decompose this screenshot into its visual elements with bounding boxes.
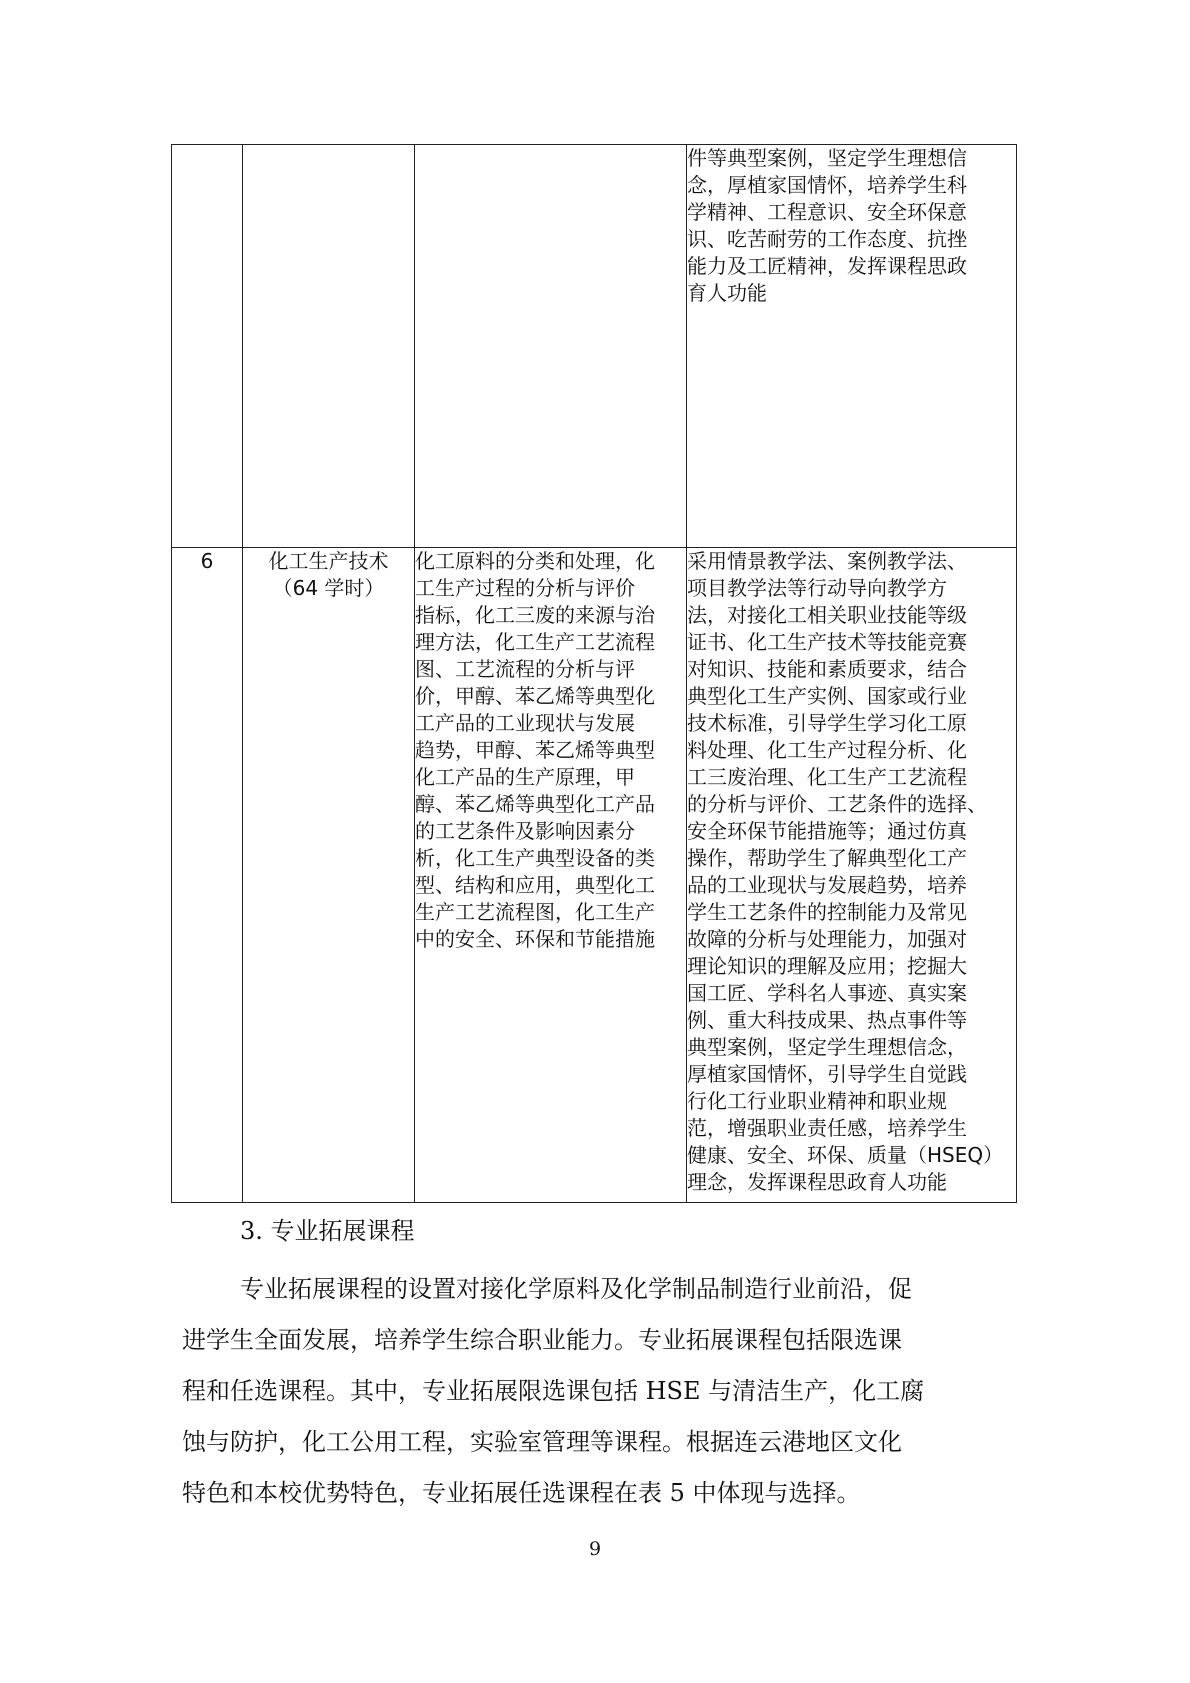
requirement-line: 的分析与评价、工艺条件的选择、 [687, 792, 987, 816]
requirement-line: 行化工行业职业精神和职业规 [687, 1089, 947, 1113]
paragraph-line: 蚀与防护，化工公用工程，实验室管理等课程。根据连云港地区文化 [182, 1428, 902, 1456]
content-line: 工生产过程的分析与评价 [415, 576, 635, 600]
content-line: 化工产品的生产原理，甲 [415, 765, 635, 789]
table-row-6 [172, 548, 1017, 1203]
requirement-line: 理念，发挥课程思政育人功能 [687, 1170, 947, 1194]
content-line: 理方法，化工生产工艺流程 [415, 630, 655, 654]
course-table [171, 144, 1017, 1203]
paragraph-line: 特色和本校优势特色，专业拓展任选课程在表 5 中体现与选择。 [182, 1479, 861, 1507]
row-index-cell [172, 145, 243, 548]
requirement-line: 采用情景教学法、案例教学法、 [687, 549, 967, 573]
course-content-cell [415, 548, 687, 1203]
paragraph-line: 专业拓展课程的设置对接化学原料及化学制品制造行业前沿，促 [240, 1275, 912, 1303]
requirement-line: 安全环保节能措施等；通过仿真 [687, 819, 967, 843]
requirement-line: 学生工艺条件的控制能力及常见 [687, 900, 967, 924]
requirement-line: 理论知识的理解及应用；挖掘大 [687, 954, 967, 978]
requirement-line: 例、重大科技成果、热点事件等 [687, 1008, 967, 1032]
content-line: 析，化工生产典型设备的类 [415, 846, 655, 870]
content-line: 图、工艺流程的分析与评 [415, 657, 635, 681]
table-row-continued [172, 145, 1017, 548]
content-line: 醇、苯乙烯等典型化工产品 [415, 792, 655, 816]
page-number: 9 [588, 1538, 602, 1560]
paragraph-line: 进学生全面发展，培养学生综合职业能力。专业拓展课程包括限选课 [182, 1326, 902, 1354]
requirement-line: 工三废治理、化工生产工艺流程 [687, 765, 967, 789]
content-line: 型、结构和应用，典型化工 [415, 873, 655, 897]
section-paragraph [182, 1264, 1012, 1519]
course-hours: （64 学时） [272, 576, 385, 600]
requirement-line: 念，厚植家国情怀，培养学生科 [687, 173, 967, 197]
content-line: 化工原料的分类和处理，化 [415, 549, 655, 573]
requirement-cell [687, 548, 1017, 1203]
requirement-line: 学精神、工程意识、安全环保意 [687, 200, 967, 224]
content-line: 生产工艺流程图，化工生产 [415, 900, 655, 924]
course-content-cell [415, 145, 687, 548]
requirement-line: 育人功能 [687, 281, 767, 305]
requirement-line: 法，对接化工相关职业技能等级 [687, 603, 967, 627]
requirement-line: 故障的分析与处理能力，加强对 [687, 927, 967, 951]
requirement-line: 操作，帮助学生了解典型化工产 [687, 846, 967, 870]
requirement-line: 范，增强职业责任感，培养学生 [687, 1116, 967, 1140]
course-name: 化工生产技术 [268, 549, 389, 573]
content-line: 价，甲醇、苯乙烯等典型化 [415, 684, 655, 708]
requirement-line: 能力及工匠精神，发挥课程思政 [687, 254, 967, 278]
paragraph-line: 程和任选课程。其中，专业拓展限选课包括 HSE 与清洁生产，化工腐 [182, 1377, 925, 1405]
requirement-line: 件等典型案例，坚定学生理想信 [687, 146, 967, 170]
course-name-cell [243, 145, 415, 548]
requirement-line: 证书、化工生产技术等技能竞赛 [687, 630, 967, 654]
requirement-line: 技术标准，引导学生学习化工原 [687, 711, 967, 735]
content-line: 的工艺条件及影响因素分 [415, 819, 635, 843]
row-index-cell: 6 [172, 548, 243, 1203]
content-line: 工产品的工业现状与发展 [415, 711, 635, 735]
requirement-line: 典型化工生产实例、国家或行业 [687, 684, 967, 708]
requirement-line: 典型案例，坚定学生理想信念， [687, 1035, 967, 1059]
requirement-line: 对知识、技能和素质要求，结合 [687, 657, 967, 681]
section-heading: 3. 专业拓展课程 [240, 1217, 415, 1245]
requirement-line: 国工匠、学科名人事迹、真实案 [687, 981, 967, 1005]
requirement-line: 品的工业现状与发展趋势，培养 [687, 873, 967, 897]
content-line: 趋势，甲醇、苯乙烯等典型 [415, 738, 655, 762]
requirement-line: 料处理、化工生产过程分析、化 [687, 738, 967, 762]
requirement-line: 厚植家国情怀，引导学生自觉践 [687, 1062, 967, 1086]
course-name-cell [243, 548, 415, 1203]
requirement-cell [687, 145, 1017, 548]
content-line: 中的安全、环保和节能措施 [415, 927, 655, 951]
requirement-line: 识、吃苦耐劳的工作态度、抗挫 [687, 227, 967, 251]
requirement-line: 健康、安全、环保、质量（HSEQ） [687, 1143, 1004, 1167]
content-line: 指标，化工三废的来源与治 [415, 603, 655, 627]
requirement-line: 项目教学法等行动导向教学方 [687, 576, 947, 600]
